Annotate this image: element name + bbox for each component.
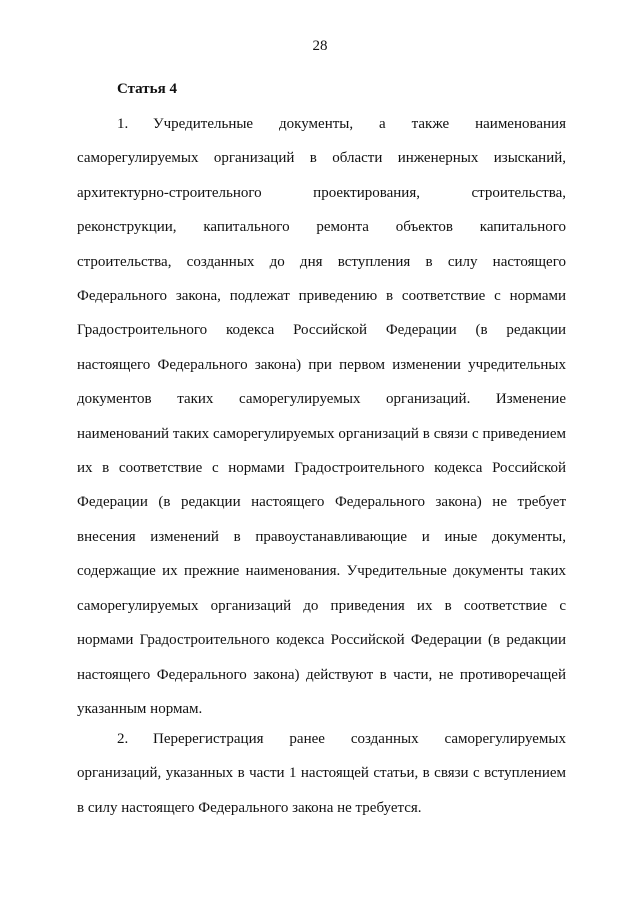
paragraph-1-text: Учредительные документы, а также наименования саморегулируемых организаций в области инженерных изысканий, архитектурно-строительного проектирования, строительства, реконструкции, капитального ремонта объектов капитального строительства, созданных до дня вступления в силу настоящего Федерального закона, подлежат приведению в соответствие с нормами Градостроительного кодекса Российской Федерации (в редакции настоящего Федерального закона) при первом изменении учредительных документов таких саморегулируемых организаций. Изменение наименований таких саморегулируемых организаций в связи с приведением их в соответствие с нормами Градостроительного кодекса Российской Федерации (в редакции настоящего Федерального закона) не требует внесения изменений в правоустанавливающие и иные документы, содержащие их прежние наименования. Учредительные документы таких саморегулируемых организаций до приведения их в соответствие с нормами Градостроительного кодекса Российской Федерации (в редакции настоящего Федерального закона) действуют в части, не противоречащей указанным нормам.	[77, 116, 566, 717]
paragraph-1-number: 1.	[117, 116, 129, 132]
paragraph-2-number: 2.	[117, 731, 129, 747]
article-paragraph-1	[77, 107, 566, 726]
page-number: 28	[312, 38, 328, 54]
article-heading: Статья 4	[117, 81, 177, 97]
article-paragraph-2	[77, 722, 566, 825]
paragraph-2-text: Перерегистрация ранее созданных саморегулируемых организаций, указанных в части 1 настоящей статьи, в связи с вступлением в силу настоящего Федерального закона не требуется.	[77, 731, 566, 816]
